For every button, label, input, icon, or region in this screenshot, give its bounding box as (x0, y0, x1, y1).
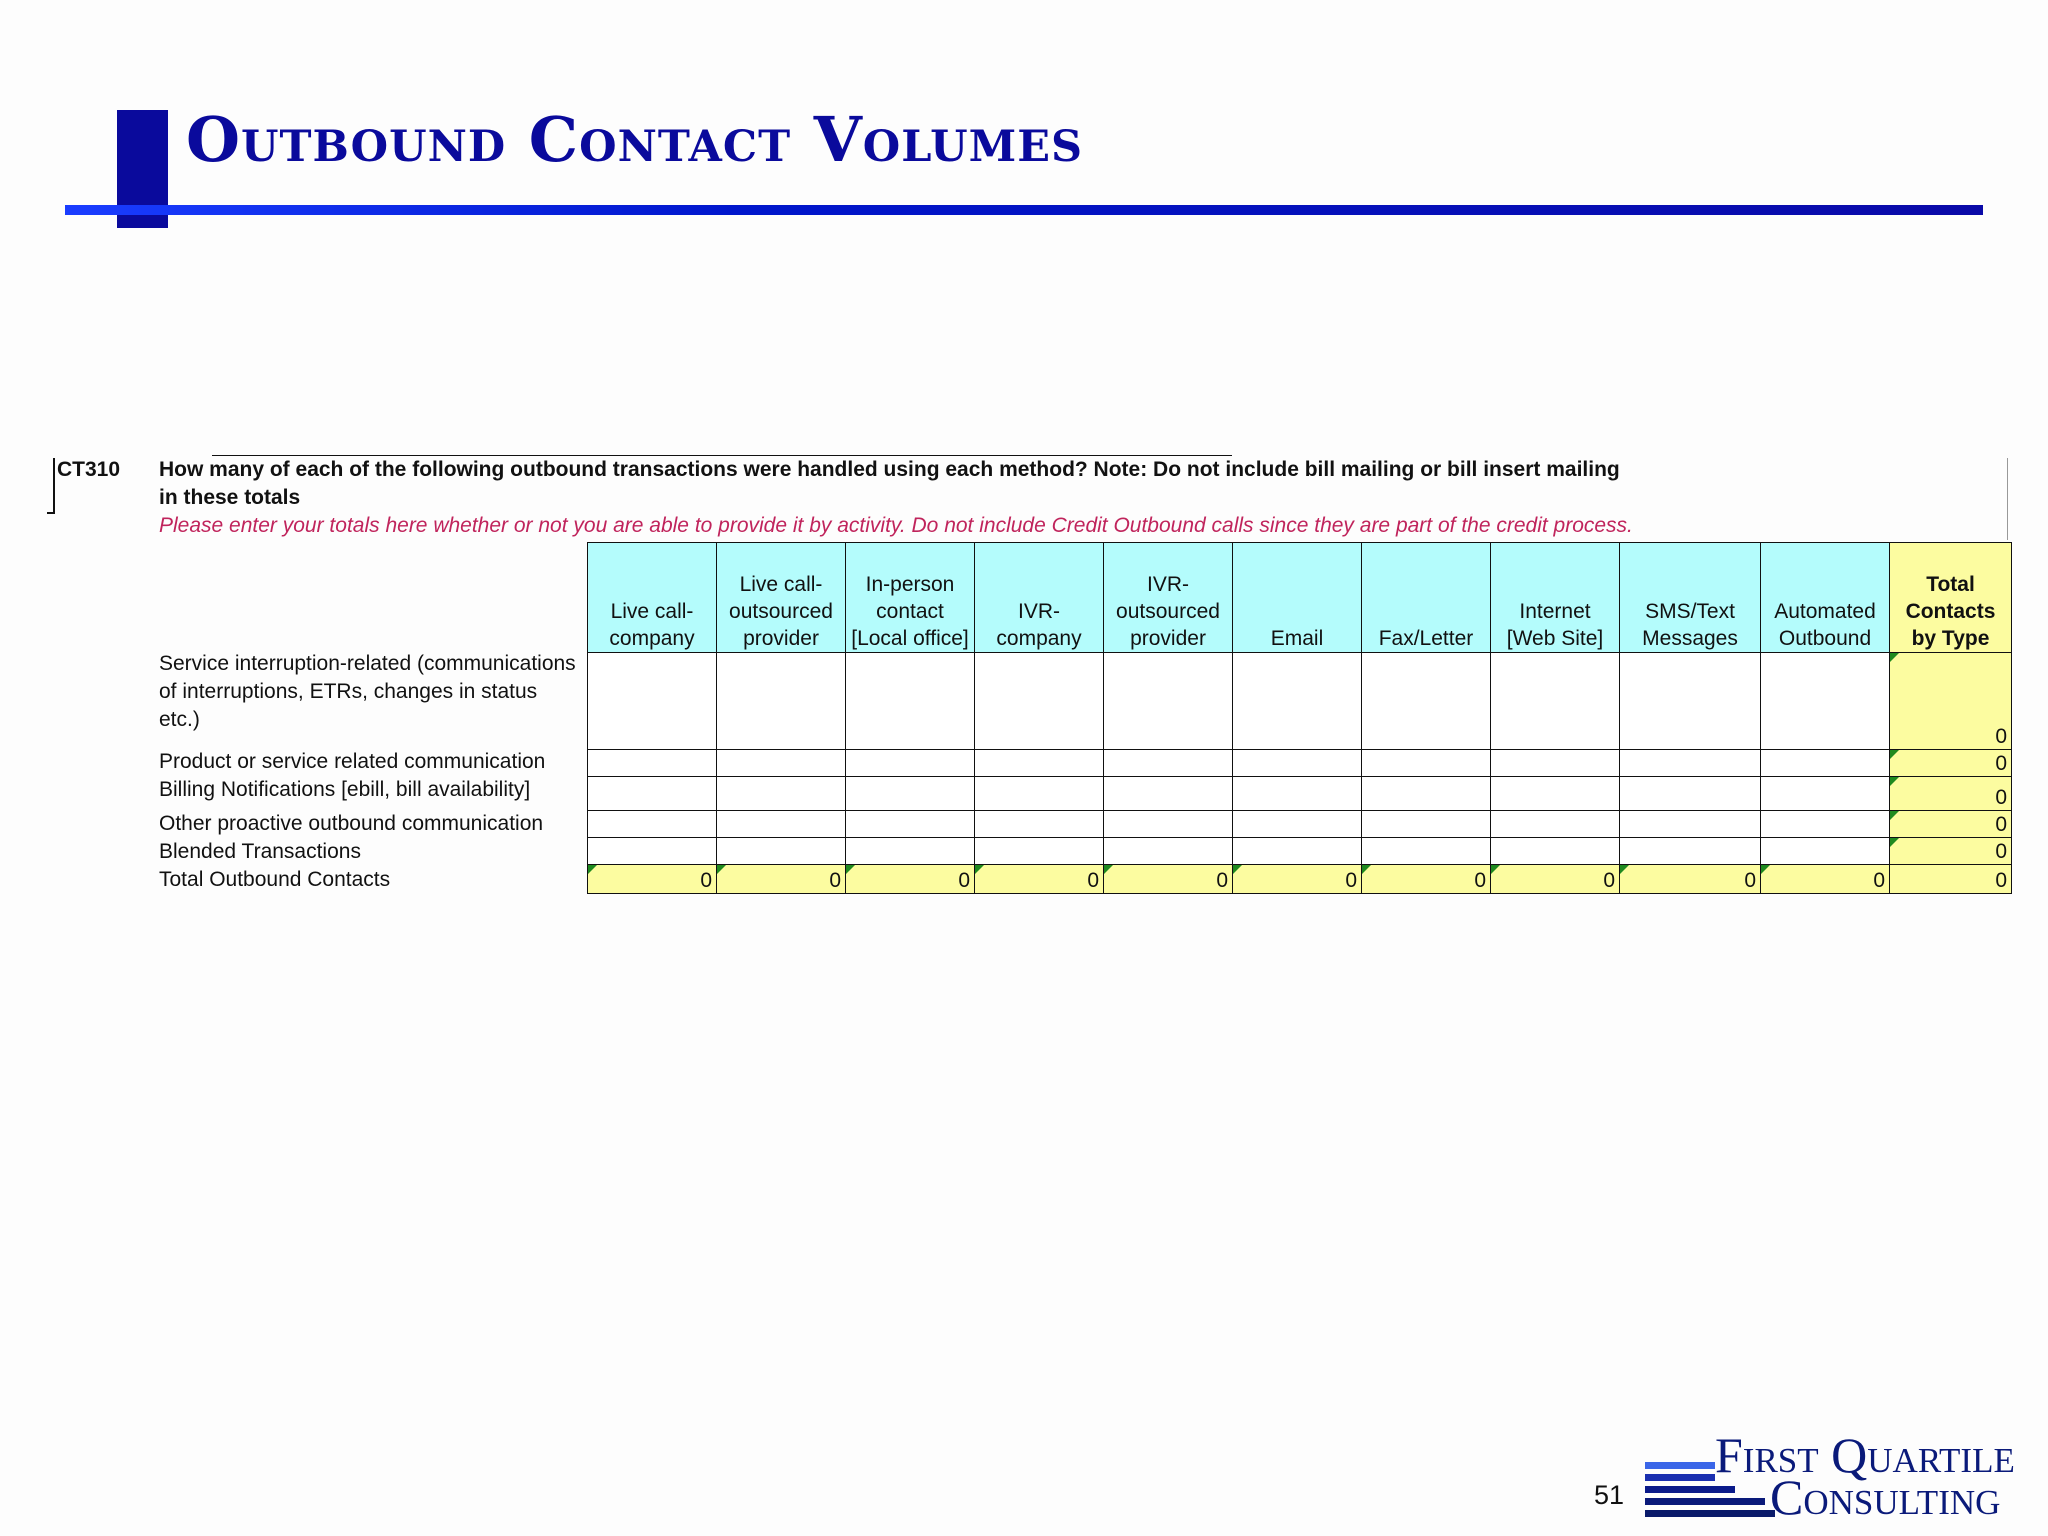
input-cell[interactable] (588, 777, 717, 811)
input-cell[interactable] (846, 777, 975, 811)
input-cell[interactable] (588, 750, 717, 777)
row-label-product-service: Product or service related communication (159, 750, 546, 773)
formula-flag-icon (1890, 811, 1899, 820)
question-note: Please enter your totals here whether or not you are able to provide it by activity. Do not include Credit Outbound calls since they are part of the credit process. (159, 514, 1633, 537)
input-cell[interactable] (846, 750, 975, 777)
question-right-rule (2007, 458, 2008, 540)
input-cell[interactable] (975, 811, 1104, 838)
formula-flag-icon (975, 865, 984, 874)
input-cell[interactable] (1491, 811, 1620, 838)
question-bracket-foot (47, 512, 55, 514)
row-total-value: 0 (1995, 786, 2007, 809)
col-header: IVR-outsourced provider (1104, 543, 1233, 653)
column-total-value: 0 (1216, 869, 1228, 892)
input-cell[interactable] (1491, 838, 1620, 865)
formula-flag-icon (717, 865, 726, 874)
logo-text-line2: Consulting (1770, 1469, 2001, 1525)
input-cell[interactable] (1761, 750, 1890, 777)
input-cell[interactable] (1761, 777, 1890, 811)
input-cell[interactable] (717, 750, 846, 777)
formula-flag-icon (1890, 653, 1899, 662)
input-cell[interactable] (588, 653, 717, 750)
formula-flag-icon (1890, 838, 1899, 847)
col-header: IVR-company (975, 543, 1104, 653)
input-cell[interactable] (1233, 811, 1362, 838)
table-total-row (588, 865, 2012, 894)
row-total-cell (1890, 750, 2012, 777)
input-cell[interactable] (975, 653, 1104, 750)
row-total-value: 0 (1995, 840, 2007, 863)
input-cell[interactable] (1104, 811, 1233, 838)
input-cell[interactable] (1104, 653, 1233, 750)
row-total-value: 0 (1995, 813, 2007, 836)
column-total-value: 0 (1474, 869, 1486, 892)
input-cell[interactable] (717, 811, 846, 838)
formula-flag-icon (1761, 865, 1770, 874)
input-cell[interactable] (1761, 653, 1890, 750)
col-header: SMS/Text Messages (1620, 543, 1761, 653)
row-total-cell (1890, 653, 2012, 750)
formula-flag-icon (1491, 865, 1500, 874)
input-cell[interactable] (1620, 750, 1761, 777)
input-cell[interactable] (717, 777, 846, 811)
table-row (588, 653, 2012, 750)
input-cell[interactable] (1233, 653, 1362, 750)
formula-flag-icon (1620, 865, 1629, 874)
input-cell[interactable] (1491, 777, 1620, 811)
logo-bar (1645, 1486, 1735, 1493)
input-cell[interactable] (975, 777, 1104, 811)
input-cell[interactable] (846, 653, 975, 750)
row-total-value: 0 (1995, 725, 2007, 748)
input-cell[interactable] (1491, 653, 1620, 750)
row-total-cell (1890, 838, 2012, 865)
input-cell[interactable] (1104, 750, 1233, 777)
company-logo (1642, 1427, 2042, 1525)
column-total-value: 0 (829, 869, 841, 892)
column-total-cell (1104, 865, 1233, 894)
column-total-cell (846, 865, 975, 894)
col-header: Automated Outbound (1761, 543, 1890, 653)
input-cell[interactable] (975, 750, 1104, 777)
col-header: In-person contact [Local office] (846, 543, 975, 653)
logo-bar (1645, 1462, 1715, 1469)
logo-bar (1645, 1474, 1715, 1481)
grand-total-cell (1890, 865, 2012, 894)
col-header: Internet [Web Site] (1491, 543, 1620, 653)
input-cell[interactable] (1620, 653, 1761, 750)
input-cell[interactable] (846, 838, 975, 865)
column-total-cell (1362, 865, 1491, 894)
input-cell[interactable] (1233, 838, 1362, 865)
input-cell[interactable] (717, 653, 846, 750)
input-cell[interactable] (717, 838, 846, 865)
formula-flag-icon (846, 865, 855, 874)
column-total-cell (588, 865, 717, 894)
col-header-total: Total Contacts by Type (1890, 543, 2012, 653)
column-total-value: 0 (1603, 869, 1615, 892)
column-total-cell (1620, 865, 1761, 894)
column-total-cell (717, 865, 846, 894)
formula-flag-icon (1890, 777, 1899, 786)
title-underline (65, 205, 1983, 215)
row-total-cell (1890, 811, 2012, 838)
formula-flag-icon (1362, 865, 1371, 874)
question-bracket (53, 458, 55, 514)
page-title: Outbound Contact Volumes (186, 103, 1084, 176)
col-header: Live call-company (588, 543, 717, 653)
col-header: Live call-outsourced provider (717, 543, 846, 653)
row-total-value: 0 (1995, 752, 2007, 775)
logo-bar (1645, 1498, 1765, 1505)
column-total-cell (1233, 865, 1362, 894)
input-cell[interactable] (1761, 838, 1890, 865)
table-header-row (588, 543, 2012, 653)
logo-bar (1645, 1510, 1775, 1517)
row-total-cell (1890, 777, 2012, 811)
table-row (588, 777, 2012, 811)
column-total-cell (1491, 865, 1620, 894)
input-cell[interactable] (1362, 838, 1491, 865)
formula-flag-icon (588, 865, 597, 874)
input-cell[interactable] (975, 838, 1104, 865)
input-cell[interactable] (1620, 838, 1761, 865)
input-cell[interactable] (1761, 811, 1890, 838)
column-total-value: 0 (958, 869, 970, 892)
page-number: 51 (1594, 1480, 1625, 1510)
input-cell[interactable] (1362, 653, 1491, 750)
column-total-cell (975, 865, 1104, 894)
row-label-blended: Blended Transactions (159, 840, 361, 863)
logo-text-line1: First Quartile (1715, 1427, 2015, 1483)
outbound-contacts-table (587, 542, 2012, 894)
input-cell[interactable] (1362, 750, 1491, 777)
formula-flag-icon (1104, 865, 1113, 874)
input-cell[interactable] (1362, 811, 1491, 838)
column-total-value: 0 (700, 869, 712, 892)
question-text: How many of each of the following outbound transactions were handled using each method? Note: Do not include bill mailing or bill insert mailing in these totals (159, 458, 1620, 509)
input-cell[interactable] (1491, 750, 1620, 777)
input-cell[interactable] (1620, 777, 1761, 811)
column-total-value: 0 (1345, 869, 1357, 892)
input-cell[interactable] (588, 811, 717, 838)
table-row (588, 838, 2012, 865)
input-cell[interactable] (1620, 811, 1761, 838)
col-header: Fax/Letter (1362, 543, 1491, 653)
input-cell[interactable] (1362, 777, 1491, 811)
column-total-cell (1761, 865, 1890, 894)
row-label-other-proactive: Other proactive outbound communication (159, 812, 544, 835)
column-total-value: 0 (1873, 869, 1885, 892)
formula-flag-icon (1233, 865, 1242, 874)
input-cell[interactable] (1104, 777, 1233, 811)
input-cell[interactable] (846, 811, 975, 838)
row-label-billing-notifications: Billing Notifications [ebill, bill availability] (159, 778, 531, 801)
table-row (588, 750, 2012, 777)
table-row (588, 811, 2012, 838)
formula-flag-icon (1890, 750, 1899, 759)
input-cell[interactable] (588, 838, 717, 865)
col-header: Email (1233, 543, 1362, 653)
column-total-value: 0 (1744, 869, 1756, 892)
question-code: CT310 (57, 458, 121, 481)
grand-total-value: 0 (1995, 869, 2007, 892)
input-cell[interactable] (1104, 838, 1233, 865)
input-cell[interactable] (1233, 750, 1362, 777)
row-label-service-interruption: Service interruption-related (communications of interruptions, ETRs, changes in status etc.) (159, 652, 576, 731)
row-label-total-outbound: Total Outbound Contacts (159, 868, 391, 891)
column-total-value: 0 (1087, 869, 1099, 892)
input-cell[interactable] (1233, 777, 1362, 811)
